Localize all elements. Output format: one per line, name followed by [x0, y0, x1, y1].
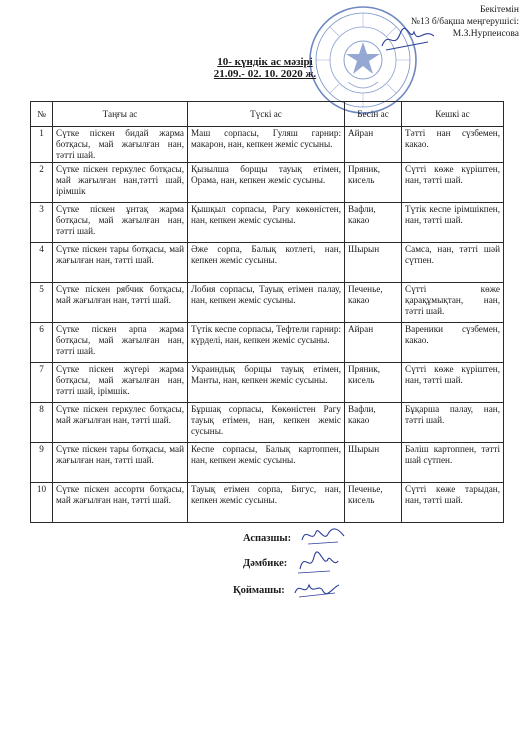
breakfast-cell: Сүтке піскен геркулес ботқасы, май жағылған нан,тәтті шай, ірімшік: [53, 163, 188, 203]
cook-signature-row: [243, 533, 291, 545]
approval-line-1: Бекітемін: [479, 5, 519, 15]
breakfast-cell: Сүтке піскен тары ботқасы, май жағылған нан, тәтті шай.: [53, 243, 188, 283]
dinner-cell: Тәтті нан сүзбемен, какао.: [402, 127, 504, 163]
approval-line-2: №13 б/бақша меңгерушісі:: [410, 17, 519, 27]
lunch-cell: Украиндық борщы тауық етімен, Манты, нан, кепкен жеміс сусыны.: [188, 363, 345, 403]
dinner-cell: Түтік кеспе ірімшікпен, нан, тәтті шай.: [402, 203, 504, 243]
breakfast-cell: Сүтке піскен ұнтақ жарма ботқасы, май жағылған нан, тәтті шай.: [53, 203, 188, 243]
table-row: [31, 403, 504, 443]
day-number: 3: [31, 203, 53, 243]
header-breakfast: Таңғы ас: [53, 102, 188, 127]
snack-cell: Айран: [345, 323, 402, 363]
table-row: [31, 163, 504, 203]
breakfast-cell: Сүтке піскен бидай жарма ботқасы, май жағылған нан, тәтті шай.: [53, 127, 188, 163]
lunch-cell: Кеспе сорпасы, Балық картоппен, нан, кепкен жеміс сусыны.: [188, 443, 345, 483]
table-row: [31, 203, 504, 243]
snack-cell: Печенье, кисель: [345, 483, 402, 523]
dinner-cell: Сүтті көже тарыдан, нан, тәтті шай.: [402, 483, 504, 523]
lunch-cell: Түтік кеспе сорпасы, Тефтели гарнир: күрделі, нан, кепкен жеміс сусыны.: [188, 323, 345, 363]
storekeeper-signature: [291, 577, 341, 601]
table-row: [31, 483, 504, 523]
title-line-1: 10- күндік ас мәзірі: [217, 56, 313, 68]
dinner-cell: Бұқарша палау, нан, тәтті шай.: [402, 403, 504, 443]
header-dinner: Кешкі ас: [402, 102, 504, 127]
lunch-cell: Қышқыл сорпасы, Рагу көкөністен, нан, кепкен жеміс сусыны.: [188, 203, 345, 243]
day-number: 9: [31, 443, 53, 483]
breakfast-cell: Сүтке піскен геркулес ботқасы, май жағылған нан, тәтті шай.: [53, 403, 188, 443]
snack-cell: Пряник, кисель: [345, 163, 402, 203]
snack-cell: Айран: [345, 127, 402, 163]
cook-label: Аспазшы:: [243, 533, 292, 544]
snack-cell: Вафли, какао: [345, 403, 402, 443]
approval-line-3: М.З.Нурпеисова: [452, 29, 519, 39]
director-signature: [378, 24, 438, 54]
storekeeper-label: Қоймашы:: [233, 585, 285, 596]
breakfast-cell: Сүтке піскен ассорти ботқасы, май жағылған нан, тәтті шай.: [53, 483, 188, 523]
snack-cell: Вафли, какао: [345, 203, 402, 243]
snack-cell: Печенье, какао: [345, 283, 402, 323]
dinner-cell: Сүтті көже күріштен, нан, тәтті шай.: [402, 363, 504, 403]
nurse-signature: [294, 549, 340, 575]
day-number: 7: [31, 363, 53, 403]
day-number: 6: [31, 323, 53, 363]
breakfast-cell: Сүтке піскен арпа жарма ботқасы, май жағылған нан, тәтті шай.: [53, 323, 188, 363]
nurse-label: Дәмбике:: [243, 558, 288, 569]
lunch-cell: Бұршақ сорпасы, Көкөністен Рагу тауық етімен, нан, кепкен жеміс сусыны.: [188, 403, 345, 443]
storekeeper-signature-row: [233, 585, 285, 597]
menu-title: [150, 56, 380, 80]
table-row: [31, 323, 504, 363]
dinner-cell: Самса, нан, тәтті шәй сүтпен.: [402, 243, 504, 283]
breakfast-cell: Сүтке піскен рябчик ботқасы, май жағылған нан, тәтті шай.: [53, 283, 188, 323]
header-lunch: Түскі ас: [188, 102, 345, 127]
lunch-cell: Лобия сорпасы, Тауық етімен палау, нан, кепкен жеміс сусыны.: [188, 283, 345, 323]
day-number: 8: [31, 403, 53, 443]
table-row: [31, 283, 504, 323]
lunch-cell: Әже сорпа, Балық котлеті, нан, кепкен жеміс сусыны.: [188, 243, 345, 283]
breakfast-cell: Сүтке піскен жүгері жарма ботқасы, май жағылған нан, тәтті шай, ірімшік.: [53, 363, 188, 403]
dinner-cell: Вареники сүзбемен, какао.: [402, 323, 504, 363]
header-snack: Бесін ас: [345, 102, 402, 127]
table-row: [31, 443, 504, 483]
breakfast-cell: Сүтке піскен тары ботқасы, май жағылған нан, тәтті шай.: [53, 443, 188, 483]
dinner-cell: Бәліш картоппен, тәтті шай сүтпен.: [402, 443, 504, 483]
day-number: 5: [31, 283, 53, 323]
table-row: [31, 363, 504, 403]
dinner-cell: Сүтті көже күріштен, нан, тәтті шай.: [402, 163, 504, 203]
table-header-row: [31, 102, 504, 127]
lunch-cell: Маш сорпасы, Гуляш гарнир: макарон, нан, кепкен жеміс сусыны.: [188, 127, 345, 163]
menu-table: [30, 101, 504, 523]
day-number: 10: [31, 483, 53, 523]
table-row: [31, 127, 504, 163]
title-line-2: 21.09.- 02. 10. 2020 ж.: [213, 68, 317, 80]
dinner-cell: Сүтті көже қарақұмықтан, нан, тәтті шай.: [402, 283, 504, 323]
snack-cell: Пряник, кисель: [345, 363, 402, 403]
day-number: 4: [31, 243, 53, 283]
nurse-signature-row: [243, 558, 287, 570]
lunch-cell: Қызылша борщы тауық етімен, Орама, нан, кепкен жеміс сусыны.: [188, 163, 345, 203]
table-row: [31, 243, 504, 283]
day-number: 1: [31, 127, 53, 163]
header-number: №: [31, 102, 53, 127]
day-number: 2: [31, 163, 53, 203]
snack-cell: Шырын: [345, 443, 402, 483]
cook-signature: [298, 522, 348, 548]
snack-cell: Шырын: [345, 243, 402, 283]
lunch-cell: Тауық етімен сорпа, Бигус, нан, кепкен жеміс сусыны.: [188, 483, 345, 523]
